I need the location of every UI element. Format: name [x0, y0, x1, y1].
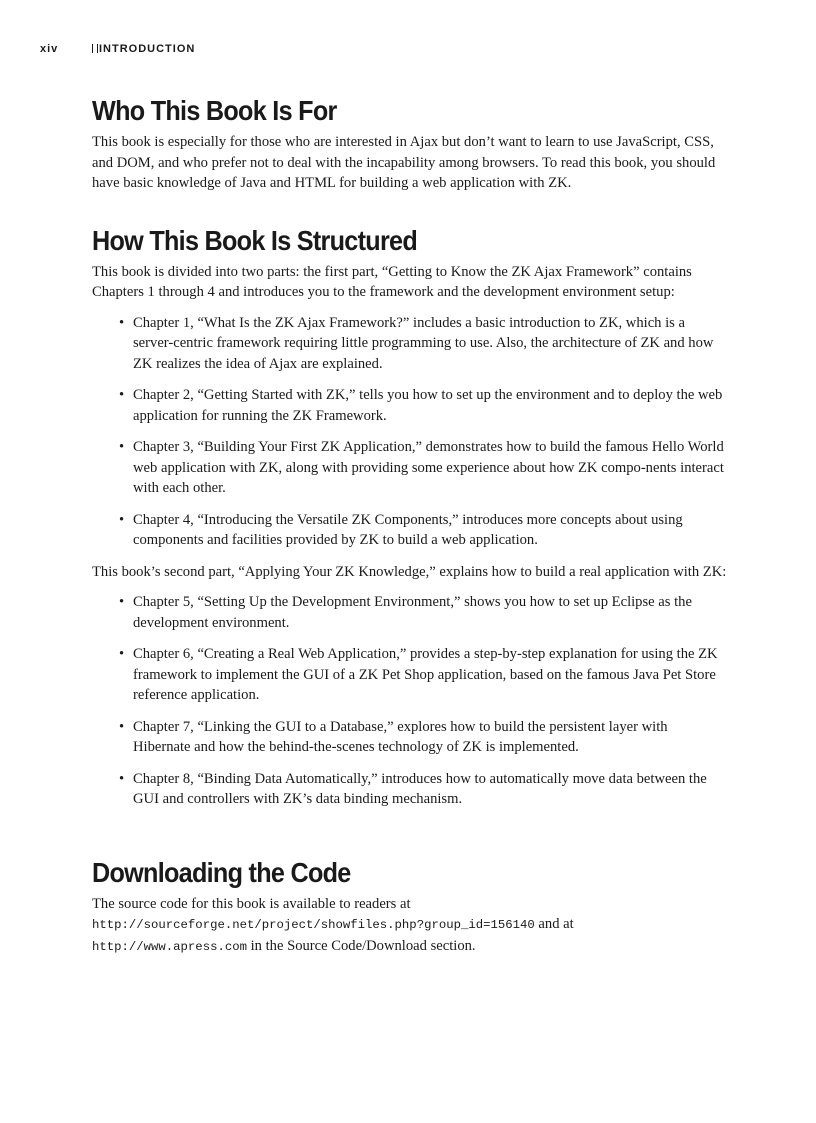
part2-intro: This book’s second part, “Applying Your ZK Knowledge,” explains how to build a real application with ZK: — [92, 563, 727, 580]
list-item: • Chapter 1, “What Is the ZK Ajax Framework?” includes a basic introduction to ZK, which is a server-centric framework requiring little programming to use. Also, the architecture of ZK and how ZK realizes the idea of Ajax are explained. — [92, 313, 728, 375]
list-item: • Chapter 6, “Creating a Real Web Application,” provides a step-by-step explanation for using the ZK framework to implement the GUI of a ZK Pet Shop application, based on the famous Java Pet Store reference application. — [92, 644, 728, 706]
part1-chapter-list — [92, 313, 728, 551]
audience-paragraph: This book is especially for those who are interested in Ajax but don’t want to learn to use JavaScript, CSS, and DOM, and who prefer not to deal with the incapability among browsers. To read this book, you should have basic knowledge of Java and HTML for building a web application with ZK. — [92, 134, 716, 191]
list-item: • Chapter 3, “Building Your First ZK Application,” demonstrates how to build the famous Hello World web application with ZK, along with providing some experience about how ZK compo-nents interact with each other. — [92, 437, 728, 499]
running-header — [40, 43, 195, 55]
header-bar-icon — [92, 44, 98, 53]
list-item: • Chapter 8, “Binding Data Automatically,” introduces how to automatically move data between the GUI and controllers with ZK’s data binding mechanism. — [92, 769, 728, 810]
download-paragraph — [92, 894, 728, 958]
download-text-1: The source code for this book is available to readers at — [92, 895, 411, 912]
structure-intro: This book is divided into two parts: the first part, “Getting to Know the ZK Ajax Framework” contains Chapters 1 through 4 and introduces you to the framework and the development environment setup: — [92, 263, 692, 300]
list-item: • Chapter 2, “Getting Started with ZK,” tells you how to set up the environment and to deploy the web application for running the ZK Framework. — [92, 385, 728, 426]
download-text-2: and at — [534, 916, 574, 932]
list-item: • Chapter 7, “Linking the GUI to a Database,” explores how to build the persistent layer with Hibernate and how the behind-the-scenes technology of ZK is implemented. — [92, 717, 728, 758]
list-item: • Chapter 4, “Introducing the Versatile ZK Components,” introduces more concepts about using components and facilities provided by ZK to build a web application. — [92, 510, 728, 551]
list-item: • Chapter 5, “Setting Up the Development Environment,” shows you how to set up Eclipse as the development environment. — [92, 592, 728, 633]
section-heading-audience: Who This Book Is For — [92, 95, 337, 126]
chapter-title: INTRODUCTION — [99, 43, 196, 55]
page-number: xiv — [40, 43, 59, 55]
apress-link[interactable]: http://www.apress.com — [92, 939, 247, 954]
part2-chapter-list — [92, 592, 728, 810]
page-content — [92, 94, 728, 957]
download-text-3: in the Source Code/Download section. — [246, 937, 476, 954]
section-heading-structure: How This Book Is Structured — [92, 224, 417, 256]
section-heading-download: Downloading the Code — [92, 856, 351, 888]
sourceforge-link[interactable]: http://sourceforge.net/project/showfiles.php?group_id=156140 — [92, 918, 535, 932]
